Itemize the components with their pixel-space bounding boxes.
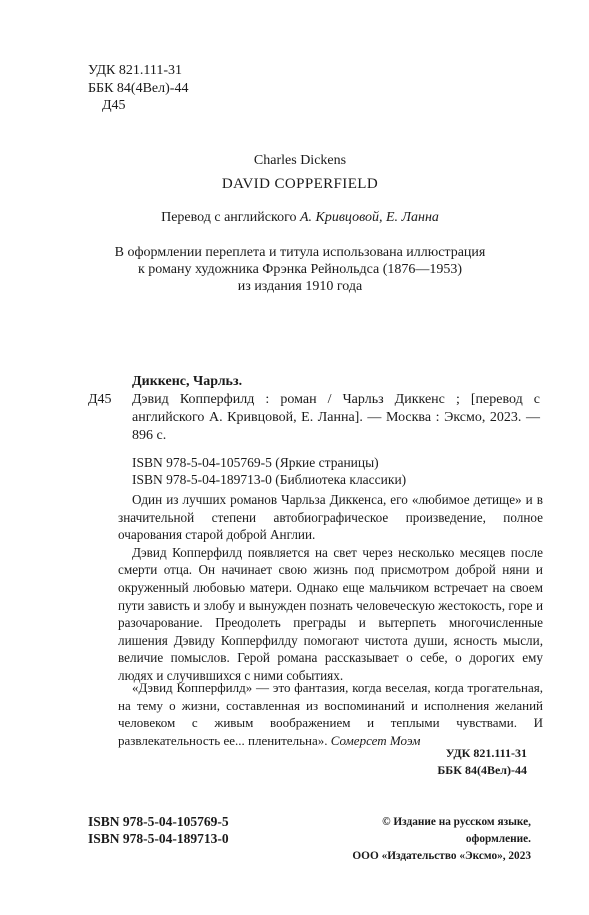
illustration-line: к роману художника Фрэнка Рейнольдса (1876—1953) — [137, 262, 463, 277]
original-author: Charles Dickens — [253, 153, 347, 168]
catalog-description — [88, 391, 540, 445]
original-title: DAVID COPPERFIELD — [221, 176, 379, 192]
bibliographic-record — [88, 373, 540, 488]
illustration-line: В оформлении переплета и титула использована иллюстрация — [114, 245, 486, 260]
catalog-isbn-list — [88, 454, 540, 488]
translation-prefix: Перевод с английского — [161, 210, 297, 225]
isbn-block — [88, 813, 229, 847]
catalog-isbn: ISBN 978-5-04-105769-5 (Яркие страницы) — [132, 455, 379, 470]
translation-credit — [60, 210, 540, 226]
bbk-code: ББК 84(4Вел)-44 — [88, 80, 189, 96]
annotation-paragraph: Дэвид Копперфилд появляется на свет через несколько месяцев после смерти отца. Он начинает свою жизнь под присмотром доброй няни и окруженный любовью матери. Однако еще мальчиком встречает на своем пути зависть и злобу и вынужден познать человеческую жестокость, горе и разочарование. Преодолеть преграды и вытерпеть многочисленные лишения Дэвиду Копперфилду помогают чистота души, ясность мысли, величие помыслов. Герой романа рассказывает о себе, о дорогих ему людях и случившихся с ними событиях. — [118, 544, 543, 683]
illustration-line: из издания 1910 года — [237, 279, 363, 294]
catalog-isbn: ISBN 978-5-04-189713-0 (Библиотека классики) — [132, 472, 407, 487]
illustration-note — [60, 244, 540, 295]
catalog-code: Д45 — [88, 392, 112, 407]
isbn-number: ISBN 978-5-04-189713-0 — [88, 831, 229, 846]
classification-codes-bottom — [340, 745, 527, 779]
copyright-line: ООО «Издательство «Эксмо», 2023 — [352, 850, 531, 862]
review-quote — [118, 679, 543, 749]
author-mark: Д45 — [102, 98, 126, 113]
quote-author: Сомерсет Моэм — [330, 732, 421, 748]
bbk-code: ББК 84(4Вел)-44 — [437, 763, 527, 777]
classification-codes-top — [88, 62, 188, 115]
udk-code: УДК 821.111-31 — [445, 746, 527, 760]
quote-text: «Дэвид Копперфилд» — это фантазия, когда веселая, когда трогательная, на тему о жизни, составленная из воспоминаний и исполнения желаний человеком с живым воображением и теплыми чувствами. И развлекательность ее... пленительна». — [118, 680, 543, 748]
copyright-line: © Издание на русском языке, оформление. — [382, 816, 531, 845]
udk-code: УДК 821.111-31 — [88, 63, 183, 78]
isbn-number: ISBN 978-5-04-105769-5 — [88, 814, 229, 829]
quote-paragraph — [118, 679, 543, 749]
copyright-notice — [318, 814, 531, 865]
translators: А. Кривцовой, Е. Ланна — [299, 210, 439, 225]
catalog-author: Диккенс, Чарльз. — [132, 374, 243, 389]
annotation — [118, 491, 543, 685]
catalog-description-text: Дэвид Копперфилд : роман / Чарльз Диккенс ; [перевод с английского А. Кривцовой, Е. Ланна]. — Москва : Эксмо, 2023. — 896 с. — [132, 392, 540, 443]
annotation-paragraph: Один из лучших романов Чарльза Диккенса, его «любимое детище» и в значительной степени автобиографическое произведение, полное очарования старой доброй Англии. — [118, 492, 543, 543]
